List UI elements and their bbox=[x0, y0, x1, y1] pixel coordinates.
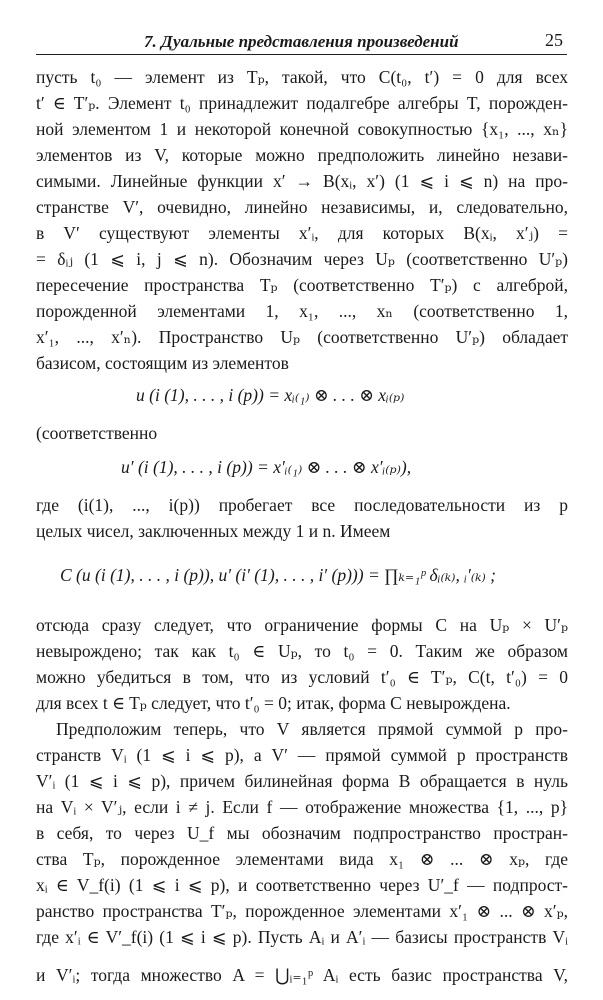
text-line: базисом, состоящим из элементов bbox=[36, 353, 289, 373]
text-line: в V′ существуют элементы x′ᵢ, для которых B(xᵢ, x′ⱼ) = bbox=[36, 223, 568, 243]
text-line: (соответственно bbox=[36, 423, 158, 443]
text-line: xᵢ ∈ V_f(i) (1 ⩽ i ⩽ p), и соответственно через U′_f — подпрост- bbox=[36, 875, 568, 895]
text-line: ства Tₚ, порожденное элементами вида x₁ ⊗ ... ⊗ xₚ, где bbox=[36, 849, 568, 869]
text-line: элементов из V, которые можно предположить линейно незави- bbox=[36, 145, 568, 165]
text-line: на Vᵢ × V′ⱼ, если i ≠ j. Если f — отображение множества {1, ..., p} bbox=[36, 797, 568, 817]
text-line: t′ ∈ T′ₚ. Элемент t₀ принадлежит подалгебре алгебры T, порожден- bbox=[36, 93, 568, 113]
text-line: для всех t ∈ Tₚ следует, что t′₀ = 0; итак, форма C невырождена. bbox=[36, 693, 511, 713]
text-line: Предположим теперь, что V является прямой суммой p про- bbox=[56, 719, 568, 739]
text-line: ной элементом 1 и некоторой конечной совокупностью {x₁, ..., xₙ} bbox=[36, 119, 568, 139]
text-line: = δᵢⱼ (1 ⩽ i, j ⩽ n). Обозначим через Uₚ (соответственно U′ₚ) bbox=[36, 249, 568, 269]
text-line: и V′ᵢ; тогда множество A = ⋃ᵢ₌₁ᵖ Aᵢ есть базис пространства V, bbox=[36, 965, 568, 985]
text-line: невырождено; так как t₀ ∈ Uₚ, то t₀ = 0. Таким же образом bbox=[36, 641, 568, 661]
text-line: целых чисел, заключенных между 1 и n. Имеем bbox=[36, 521, 391, 541]
formula-basis: u (i (1), . . . , i (p)) = xᵢ₍₁₎ ⊗ . . . ⊗ xᵢ₍ₚ₎ bbox=[136, 385, 405, 405]
text-line: можно убедиться в том, что из условий t′₀ ∈ T′ₚ, C(t, t′₀) = 0 bbox=[36, 667, 568, 687]
text-line: где (i(1), ..., i(p)) пробегает все последовательности из p bbox=[36, 495, 568, 515]
text-line: в себя, то через U_f мы обозначим подпространство простран- bbox=[36, 823, 568, 843]
text-line: где x′ᵢ ∈ V′_f(i) (1 ⩽ i ⩽ p). Пусть Aᵢ и A′ᵢ — базисы пространств Vᵢ bbox=[36, 927, 568, 947]
text-line: порожденной элементами 1, x₁, ..., xₙ (соответственно 1, bbox=[36, 301, 568, 321]
text-line: x′₁, ..., x′ₙ). Пространство Uₚ (соответственно U′ₚ) обладает bbox=[36, 327, 568, 347]
text-line: отсюда сразу следует, что ограничение формы C на Uₚ × U′ₚ bbox=[36, 615, 568, 635]
text-line: странстве V′, очевидно, линейно независимы, и, следовательно, bbox=[36, 197, 568, 217]
text-line: V′ᵢ (1 ⩽ i ⩽ p), причем билинейная форма B обращается в нуль bbox=[36, 771, 568, 791]
text-line: странств Vᵢ (1 ⩽ i ⩽ p), а V′ — прямой суммой p пространств bbox=[36, 745, 568, 765]
formula-basis-dual: u′ (i (1), . . . , i (p)) = x′ᵢ₍₁₎ ⊗ . . . ⊗ x′ᵢ₍ₚ₎), bbox=[121, 457, 412, 477]
text-line: пусть t₀ — элемент из Tₚ, такой, что C(t₀, t′) = 0 для всех bbox=[36, 67, 568, 87]
text-line: ранство пространства T′ₚ, порожденное элементами x′₁ ⊗ ... ⊗ x′ₚ, bbox=[36, 901, 568, 921]
page-number: 25 bbox=[545, 30, 563, 50]
text-line: пересечение пространства Tₚ (соответственно T′ₚ) с алгеброй, bbox=[36, 275, 568, 295]
running-header bbox=[36, 30, 567, 55]
text-line: симыми. Линейные функции x′ → B(xᵢ, x′) (1 ⩽ i ⩽ n) на про- bbox=[36, 171, 568, 191]
chapter-title: 7. Дуальные представления произведений bbox=[144, 32, 459, 51]
formula-pairing: C (u (i (1), . . . , i (p)), u′ (i′ (1), . . . , i′ (p))) = ∏ₖ₌₁ᵖ δᵢ₍ₖ₎, ᵢ′₍ₖ₎ ; bbox=[60, 565, 496, 585]
